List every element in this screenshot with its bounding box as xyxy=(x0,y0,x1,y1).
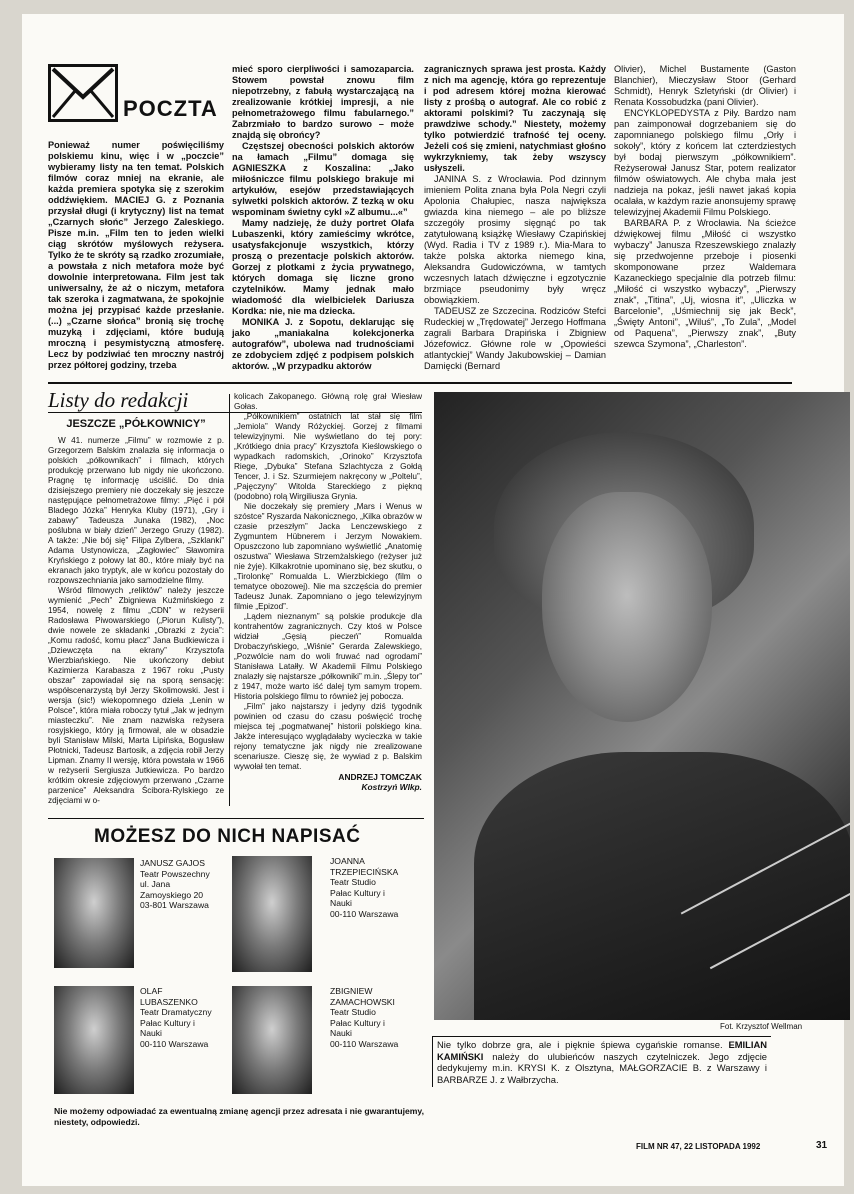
joanna-trzepiecinska-portrait xyxy=(232,856,312,972)
olaf-lubaszenko-portrait xyxy=(54,986,134,1094)
article-text: „Film” jako najstarszy i jedyny dziś tygodnik powinien od czasu do czasu poświęcić trochę miejsca tej „pogmatwanej” historii polskiego kina. Jakże interesująco wyglądałaby wycieczka w takie rejony tematyczne jak nigdy nie zrealizowane scenariusze. Cieszę się, że wywiad z p. Balskim wywołał ten temat. xyxy=(234,702,422,771)
letter-text: MONIKA J. z Sopotu, deklarując się jako „maniakalna kolekcjonerka autografów”, ubolewa nad trudnościami ze zdobyciem zdjęć z podpisem polskich aktorów. „W przypadku aktorów xyxy=(232,317,414,371)
article-signature-name: ANDRZEJ TOMCZAK xyxy=(338,772,422,782)
letters-column-1 xyxy=(48,140,224,371)
letter-text: ENCYKLOPEDYSTA z Piły. Bardzo nam pan zaimponował dogrzebaniem się do zapomnianego polskiego filmu „Orły i sokoły”, który z końcem lat czterdziestych był bodaj pierwszym „półkownikiem”. Reżyserował Janusz Star, potem realizator filmów oświatowych. Ale chyba mała jest nadzieja na pokaz, jeśli nawet jakaś kopia ocalała, w każdym razie anonsujemy sprawę telewizyjnej Akademii Filmu Polskiego. xyxy=(614,108,796,217)
letter-text: Ponieważ numer poświęciliśmy polskiemu kinu, więc i w „poczcie” wybieramy listy na ten temat. Polskich filmów coraz mniej na ekranie, ale każda premiera spotyka się z szerokim oddźwiękiem. MACIEJ G. z Poznania przysłał długi (i krytyczny) list na temat „Czarnych słońc” Jerzego Zaleskiego. Pisze m.in. „Film ten to jeden wielki ciąg skrótów myślowych reżysera. Tylko że te skróty są rzadko zrozumiałe, a powstała z nich metafora może być dowolnie interpretowana. Film jest tak uniwersalny, że aż o niczym, metafora tak szeroka i zagmatwana, że spokojnie można jej przypisać każde przesłanie. (...) „Czarne słońca” bronią się trochę muzyką i zdjęciami, które budują mroczną i pesymistyczną atmosferę. Lecz by podziwiać ten mroczny nastrój przez półtorej godziny, trzeba xyxy=(48,140,224,370)
issue-footer: FILM NR 47, 22 LISTOPADA 1992 xyxy=(636,1142,761,1151)
envelope-icon xyxy=(48,64,118,122)
letter-text: zagranicznych sprawa jest prosta. Każdy z nich ma agencję, która go reprezentuje i pod adresem której można kierować listy z prośbą o autograf. Ale co robić z aktorami polskimi? Tu zaczynają się prawdziwe schody.” Niestety, możemy tylko potwierdzić trafność tej oceny. Jeżeli coś się zmieni, natychmiast głośno wykrzykniemy, tak żeby wszyscy usłyszeli. xyxy=(424,64,606,173)
caption-rest: należy do ulubieńców naszych czytelniczek. Jego zdjęcie dedykujemy m.in. KRYSI K. z Olsztyna, MAŁGORZACIE B. z Warszawy i BARBARZE J. z Wałbrzycha. xyxy=(437,1050,768,1085)
page-number: 31 xyxy=(816,1140,828,1151)
page-title: POCZTA xyxy=(123,96,218,121)
column-rule xyxy=(229,394,230,806)
caption-lead: Nie tylko dobrze gra, ale i pięknie śpiewa cygańskie romanse. xyxy=(437,1039,723,1050)
article-column-2 xyxy=(234,392,422,792)
contact-address: ZBIGNIEW ZAMACHOWSKI Teatr Studio Pałac Kultury i Nauki 00-110 Warszawa xyxy=(330,986,399,1049)
letter-text: JANINA S. z Wrocławia. Pod dzinnym imieniem Polita znana była Pola Negri czyli Apolonia Chałupiec, nasza największa gwiazda kina niemego – ale po bliższe szczegóły prosimy sięgnąć po tak zatytułowaną książkę Wiesławy Czapińskiej (Wyd. Radia i TV z 1989 r.). Mia-Mara to także polska aktorka niemego kina, Aleksandra Gudowiczówna, w tamtych wczesnych latach dźwięczne i egzotycznie brzmiące pseudonimy były wręcz obowiązkiem. xyxy=(424,174,606,305)
letters-column-3 xyxy=(424,64,606,372)
article-text: Nie doczekały się premiery „Mars i Wenus w szóstce” Ryszarda Nakonicznego, „Kilka obrazów w czasie przeszłym” Jacka Lenczewskiego z Zygmuntem Hübnerem i Jerzym Nowakiem. Opuszczono lub zapomniano wyświetlić „Anatomię oszustwa” Wiesława Strzemżalskiego (reżyser już nie żyje). Kilkakrotnie upominano się, bez skutku, o „Tirolonkę” Romualda L. Wierzbickiego (film o tematyce obozowej). Nie ma szczęścia do premier Tadeusz Junak. Zapomniano o jego telewizyjnym filmie „Epizod”. xyxy=(234,502,422,611)
article-signature-place: Kostrzyń Wlkp. xyxy=(361,782,422,792)
article-headline: JESZCZE „PÓŁKOWNICY” xyxy=(66,418,206,430)
emilian-kaminski-photo xyxy=(434,392,850,1020)
letter-text: mieć sporo cierpliwości i samozaparcia. Stowem powstał znowu film niepotrzebny, z fabułą wystarczającą na zrealizowanie krótkiej impresji, a nie pełnometrażowego filmu fabularnego.” Zabrzmiało to bardzo surowo – może znajdą się obrońcy? xyxy=(232,64,414,140)
contact-address: JANUSZ GAJOS Teatr Powszechny ul. Jana Zamoyskiego 20 03-801 Warszawa xyxy=(140,858,210,910)
contacts-top-rule xyxy=(48,818,424,819)
article-text: Wśród filmowych „reliktów” należy jeszcze wymienić „Pech” Zbigniewa Kuźmińskiego z 1954, nowelę z filmu „CDN” w reżyserii Radosława Piwowarskiego („Piorun Kulisty”), dwie nowele ze składanki „Obrazki z życia”: „Komu radość, komu płacz” Jana Budkiewicza i „Dziewczęta na ekrany” Krzysztofa Wierzbiańskiego. Nie ukończony debiut Kazimierza Karabasza z 1967 roku „Pusty obszar” zapowiadał się na sporą sensację: współscenarzystą był Jerzy Skolimowski. Jest i wersja (sic!) wiekopomnego dzieła „Lenin w Polsce”, która miała roboczy tytuł „Jak w jednym miasteczku”. Nie znam nazwiska reżysera rosyjskiego, który ją firmował, ale w obsadzie byli Stanisław Milski, Marta Lipińska, Bogusław Płotnicki, Tadeusz Bartosik, a zdjęcia robił Jerzy Lipman. Znamy II wersję, która powstała w 1966 w reżyserii Sergiusza Jutkiewicza. Po bardzo krótkim okresie zdjęciowym przerwano „Czarne parzenice” Aleksandra Ścibora-Rylskiego ze zdjęciami w o- xyxy=(48,586,224,805)
contacts-footnote: Nie możemy odpowiadać za ewentualną zmianę agencji przez adresata i nie gwarantujemy, niestety, odpowiedzi. xyxy=(54,1106,424,1127)
photo-caption xyxy=(432,1036,771,1087)
janusz-gajos-portrait xyxy=(54,858,134,968)
article-column-1 xyxy=(48,436,224,806)
article-text: „Lądem nieznanym” są polskie produkcje dla kontrahentów zagranicznych. Czy ktoś w Polsce widział „Gęsią pieczeń” Romualda Drobaczyńskiego, „Wiśnie” Gerarda Zalewskiego, „Pozwólcie nam do woli fruwać nad ogrodami” Stanisława Latałły. W Akademii Filmu Polskiego znalazły się najstarsze „półkowniki” m.in. „Ślepy tor” z 1947, może warto iść dalej tym samym tropem. Historia polskiego filmu to również jej pobocza. xyxy=(234,612,422,701)
contact-address: JOANNA TRZEPIECIŃSKA Teatr Studio Pałac Kultury i Nauki 00-110 Warszawa xyxy=(330,856,399,919)
zbigniew-zamachowski-portrait xyxy=(232,986,312,1094)
letters-column-4 xyxy=(614,64,796,350)
letter-text: BARBARA P. z Wrocławia. Na ścieżce dźwiękowej filmu „Miłość ci wszystko wybaczy” Janusza Rzeszewskiego znalazły się przedwojenne przeboje i piosenki skomponowane przez Waldemara Kazaneckiego specjalnie dla potrzeb filmu: „Miłość ci wszystko wybaczy”, „Pierwszy znak”, „Titina”, „Uj, wiosna it”, „Uliczka w Barcelonie”, „Uśmiechnij się jak Beck”, „Święty Antoni”, „Wiluś”, „To Zula”, „Model od Paquena”, „Pierwszy znak”, „Buty szewca Szymona”, „Charleston”. xyxy=(614,218,796,349)
letters-column-2 xyxy=(232,64,414,372)
contacts-title: MOŻESZ DO NICH NAPISAĆ xyxy=(94,826,361,847)
photo-credit: Fot. Krzysztof Wellman xyxy=(720,1022,803,1031)
section-title: Listy do redakcji xyxy=(48,388,189,412)
letter-text: TADEUSZ ze Szczecina. Rodziców Stefci Rudeckiej w „Trędowatej” Jerzego Hoffmana zagrali Barbara Drapińska i Zbigniew Józefowicz. Główne role w „Opowieści atlantyckiej” Wandy Jakubowskiej – Damian Damięcki (Bernard xyxy=(424,306,606,371)
letter-text: Olivier), Michel Bustamente (Gaston Blanchier), Mieczysław Stoor (Gerhard Schmidt), Henryk Szletyński (dr Olivier) i Renata Kossobudzka (pani Olivier). xyxy=(614,64,796,107)
section-divider xyxy=(48,382,792,384)
contact-address: OLAF LUBASZENKO Teatr Dramatyczny Pałac Kultury i Nauki 00-110 Warszawa xyxy=(140,986,212,1049)
article-text: „Półkownikiem” ostatnich lat stał się film „Jemiola” Wandy Różyckiej. Gorzej z filmami telewizyjnymi. Nie wyświetlano do tej pory: „Krótkiego dnia pracy” Krzysztofa Kieślowskiego o wypadkach radomskich, „Orinoko” Krzysztofa Riege, „Dybuka” Stefana Szlachtycza z Gołdą Tencer, J. i Sz. Szurmiejem nakręcony w „Poltelu”, „Pajęczyny” Witolda Stareckiego z pięknq (podobno) rolą Wirgiliusza Grynia. xyxy=(234,412,422,501)
caption-name: EMILIAN KAMIŃSKI xyxy=(437,1039,767,1062)
article-text: W 41. numerze „Filmu” w rozmowie z p. Grzegorzem Balskim znalazła się informacja o polskich „półkownikach” i filmach, których produkcję przerwano lub nigdy nie ukończono. Pragnę tę informację uściślić. Do dnia dzisiejszego premiery nie doczekały się jeszcze następujące pełnometrażowe filmy: „Pięć i pół Bladego Józka” Henryka Kluby (1971), „Gry i zabawy” Tadeusza Junaka (1982), „Noc poślubna w biały dzień” Jerzego Gruzy (1982). A także: „Nie bój się” Filipa Zylbera, „Szklanki” Adama Ustynowicza, „Zagłowiec” Sławomira Kryńskiego z połowy lat 80., które miały być na ekranach jako tryptyk, ale w końcu pozostały do rozpowszechniania jako samodzielne filmy. xyxy=(48,436,224,585)
letter-text: Częstszej obecności polskich aktorów na łamach „Filmu” domaga się AGNIESZKA z Koszalina: „Jako miłośniczce filmu polskiego brakuje mi artykułów, esejów przedstawiających sylwetki polskich aktorów. Z tezką w oku wspominam świetny cykl »Z albumu...«” xyxy=(232,141,414,217)
article-text: kolicach Zakopanego. Główną rolę grał Wiesław Gołas. xyxy=(234,392,422,411)
letter-text: Mamy nadzieję, że duży portret Olafa Lubaszenki, który zamieścimy wkrótce, usatysfakcjonuje wszystkich, którzy proszą o prezentacje polskich aktorów. Gorzej z plotkami z życia prywatnego, których domaga się liczne grono czytelników. Mamy jednak mało wiadomość dla wielbicielek Dariusza Kordka: nie, nie ma dziecka. xyxy=(232,218,414,316)
